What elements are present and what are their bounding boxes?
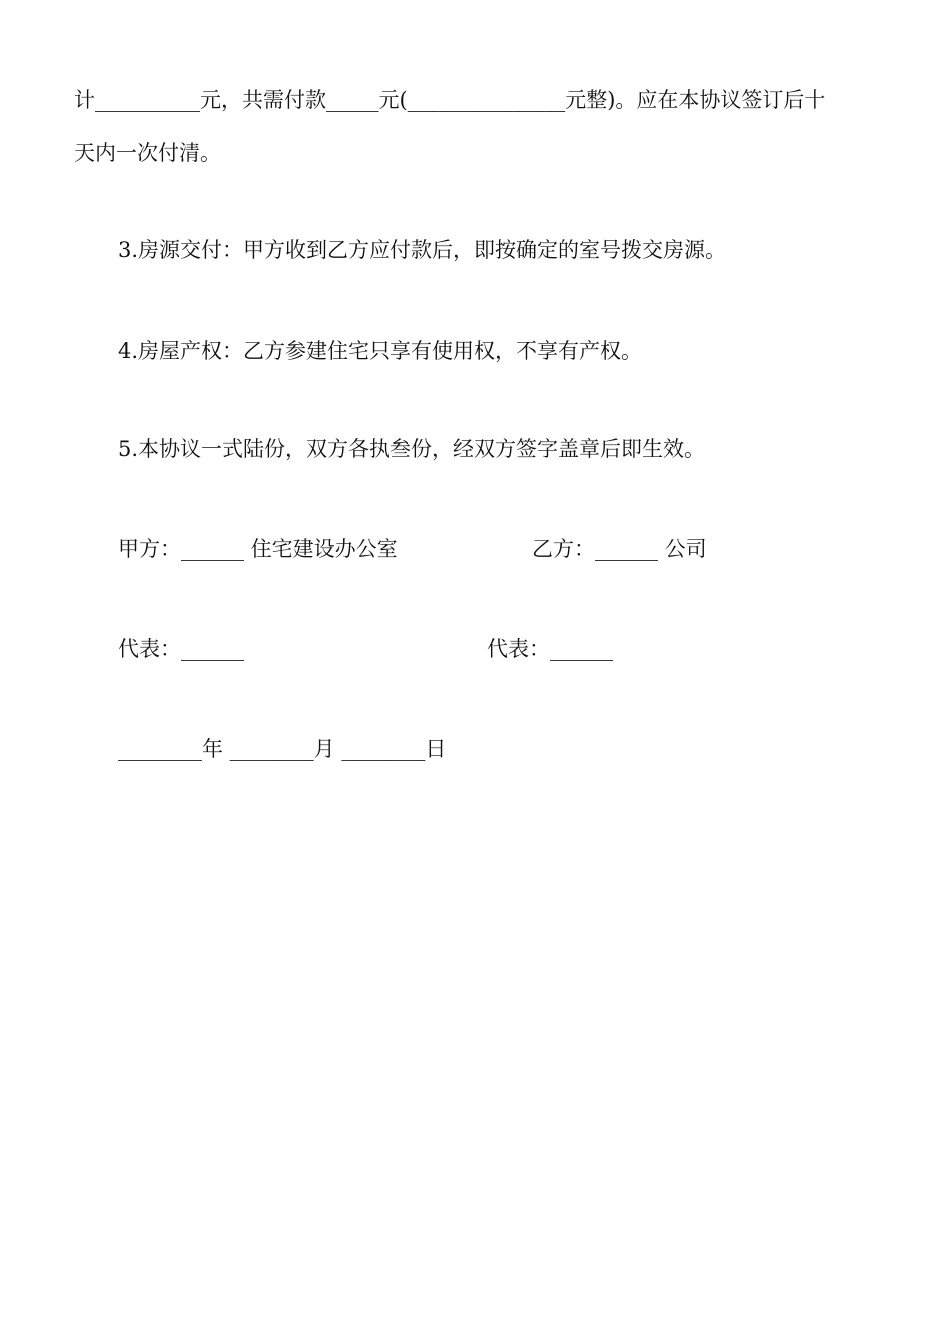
payment-clause-line-1: 计__________元，共需付款_____元(_______________元整)。应在本协议签订后十 bbox=[74, 88, 826, 112]
date-line: ________年 ________月 ________日 bbox=[118, 737, 447, 761]
clause-5-copies-effect: 5.本协议一式陆份，双方各执叁份，经双方签字盖章后即生效。 bbox=[118, 437, 706, 461]
party-b-representative-line: 代表：______ bbox=[487, 637, 613, 661]
clause-4-property-rights: 4.房屋产权：乙方参建住宅只享有使用权，不享有产权。 bbox=[118, 339, 643, 363]
payment-clause-line-2: 天内一次付清。 bbox=[74, 141, 221, 165]
party-a-signature-line: 甲方：______ 住宅建设办公室 bbox=[118, 537, 398, 561]
party-b-signature-line: 乙方：______ 公司 bbox=[532, 537, 707, 561]
clause-3-housing-delivery: 3.房源交付：甲方收到乙方应付款后，即按确定的室号拨交房源。 bbox=[118, 238, 727, 262]
party-a-representative-line: 代表：______ bbox=[118, 637, 244, 661]
